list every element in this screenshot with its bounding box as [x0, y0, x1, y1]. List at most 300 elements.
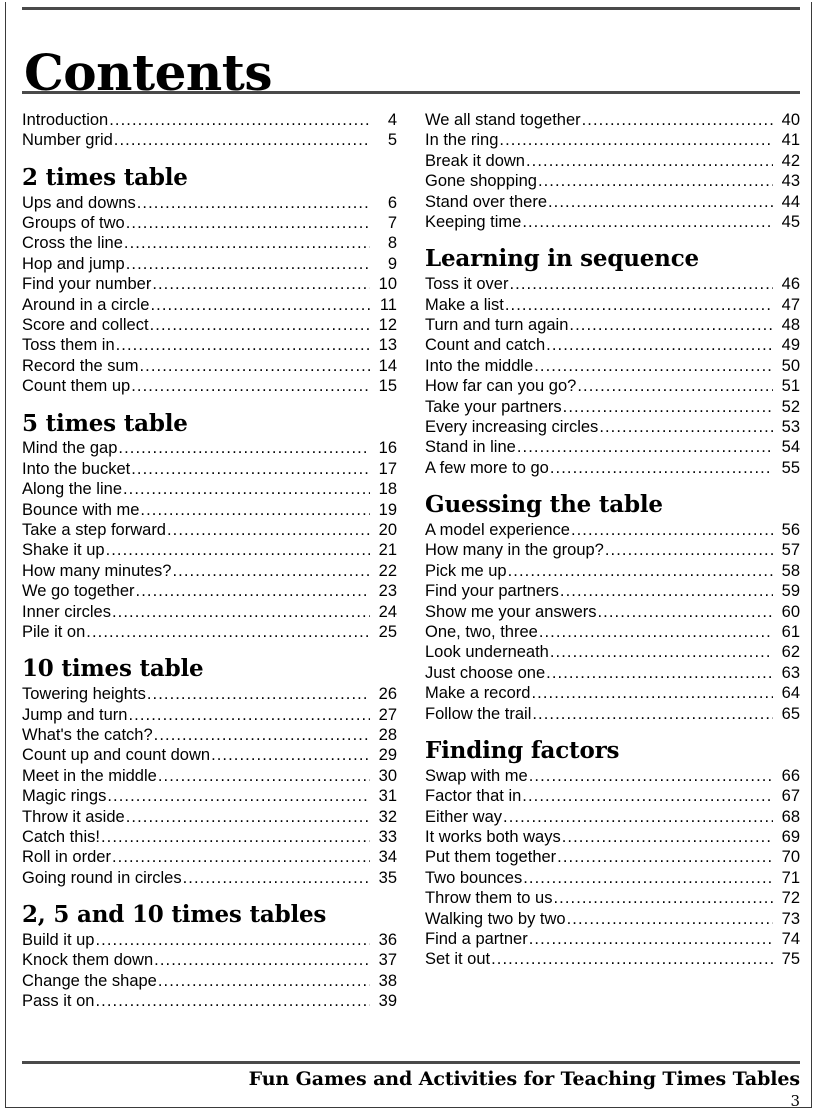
- toc-entry-page-number: 48: [781, 316, 800, 334]
- toc-entry-label: Find your partners: [425, 582, 559, 601]
- toc-entry[interactable]: [425, 766, 800, 786]
- toc-entry-label: Shake it up: [22, 541, 105, 560]
- toc-entry-page-number: 23: [378, 582, 397, 601]
- section-heading: Learning in sequence: [425, 245, 699, 273]
- toc-entry-page-number: 75: [781, 950, 800, 969]
- toc-entry-label: Toss them in: [22, 336, 115, 355]
- toc-entry-label: In the ring: [425, 131, 499, 150]
- toc-entry-label: Change the shape: [22, 971, 157, 990]
- toc-entry-page-number: 59: [781, 582, 800, 601]
- toc-entry-page-number: 10: [378, 275, 397, 294]
- toc-dot-leader: [128, 705, 370, 722]
- toc-entry-label: Pile it on: [22, 623, 86, 642]
- toc-entry-label: Two bounces: [425, 868, 523, 887]
- toc-entry-label: Knock them down: [22, 951, 154, 970]
- toc-entry[interactable]: [22, 520, 397, 540]
- toc-entry-label: Find a partner: [425, 930, 528, 949]
- toc-entry[interactable]: [425, 192, 800, 212]
- toc-entry-label: Throw it aside: [22, 807, 125, 826]
- toc-entry-page-number: 11: [379, 295, 397, 314]
- toc-entry-label: Turn and turn again: [425, 316, 569, 334]
- toc-dot-leader: [526, 151, 773, 168]
- toc-dot-leader: [550, 642, 773, 659]
- right-column: [425, 110, 800, 1012]
- toc-entry-label: Make a record: [425, 684, 531, 703]
- toc-entry[interactable]: [22, 254, 397, 274]
- toc-entry[interactable]: [425, 642, 800, 662]
- toc-entry[interactable]: [425, 397, 800, 417]
- toc-entry-page-number: 21: [378, 541, 397, 560]
- toc-entry[interactable]: [425, 540, 800, 560]
- toc-entry[interactable]: [22, 561, 397, 581]
- toc-entry[interactable]: [425, 663, 800, 683]
- toc-entry[interactable]: [22, 705, 397, 725]
- toc-list: [425, 520, 800, 724]
- toc-section: [425, 246, 800, 478]
- toc-entry-page-number: 26: [378, 685, 397, 704]
- toc-entry[interactable]: [22, 110, 397, 130]
- toc-entry[interactable]: [425, 130, 800, 150]
- toc-section: [425, 110, 800, 232]
- toc-entry-label: Catch this!: [22, 828, 100, 847]
- toc-entry-page-number: 27: [378, 705, 397, 724]
- toc-entry-label: Show me your answers: [425, 602, 597, 621]
- toc-entry[interactable]: [22, 807, 397, 827]
- toc-dot-leader: [499, 130, 773, 147]
- toc-entry-page-number: 34: [378, 848, 397, 867]
- toc-list: [22, 193, 397, 397]
- footer-page-number: 3: [790, 1091, 800, 1110]
- toc-list: [22, 684, 397, 888]
- page-content: [22, 0, 800, 1114]
- title-underline-rule: [22, 91, 800, 94]
- toc-entry-label: Either way: [425, 807, 503, 826]
- toc-entry[interactable]: [22, 602, 397, 622]
- toc-dot-leader: [167, 520, 370, 537]
- page-title: Contents: [24, 42, 273, 102]
- toc-entry[interactable]: [425, 929, 800, 949]
- toc-entry[interactable]: [425, 868, 800, 888]
- toc-entry[interactable]: [22, 725, 397, 745]
- toc-entry-label: Count and catch: [425, 336, 546, 355]
- toc-entry-page-number: 44: [781, 192, 800, 211]
- toc-dot-leader: [534, 356, 773, 373]
- toc-entry-page-number: 53: [781, 418, 800, 437]
- toc-entry-label: Stand in line: [425, 438, 516, 457]
- page-footer: [22, 1069, 800, 1111]
- toc-entry-label: A few more to go: [425, 458, 549, 477]
- toc-entry[interactable]: [425, 786, 800, 806]
- toc-entry[interactable]: [22, 950, 397, 970]
- toc-entry[interactable]: [22, 766, 397, 786]
- toc-dot-leader: [126, 213, 370, 230]
- toc-entry-page-number: 30: [378, 766, 397, 785]
- toc-entry-page-number: 22: [378, 561, 397, 580]
- toc-entry-page-number: 68: [781, 807, 800, 826]
- toc-entry-page-number: 15: [378, 377, 397, 396]
- toc-entry[interactable]: [425, 683, 800, 703]
- section-heading: Guessing the table: [425, 491, 663, 519]
- toc-entry[interactable]: [425, 561, 800, 581]
- toc-list: [22, 438, 397, 642]
- section-heading: 2, 5 and 10 times tables: [22, 901, 327, 929]
- toc-entry-label: Throw them to us: [425, 889, 553, 908]
- toc-dot-leader: [154, 950, 370, 967]
- toc-dot-leader: [124, 233, 370, 250]
- toc-dot-leader: [522, 786, 773, 803]
- toc-entry[interactable]: [425, 356, 800, 376]
- toc-dot-leader: [550, 458, 773, 475]
- toc-entry-label: Along the line: [22, 480, 122, 499]
- toc-entry[interactable]: [425, 335, 800, 355]
- toc-dot-leader: [509, 274, 773, 291]
- toc-entry-label: Make a list: [425, 295, 504, 314]
- toc-dot-leader: [531, 683, 773, 700]
- toc-dot-leader: [95, 930, 370, 947]
- toc-dot-leader: [560, 581, 773, 598]
- toc-entry[interactable]: [22, 193, 397, 213]
- toc-entry-label: Bounce with me: [22, 500, 140, 519]
- left-column: [22, 110, 397, 1012]
- toc-entry-page-number: 57: [781, 541, 800, 560]
- toc-entry-page-number: 36: [378, 931, 397, 949]
- toc-entry-label: How many minutes?: [22, 561, 172, 580]
- toc-entry[interactable]: [22, 438, 397, 458]
- toc-entry[interactable]: [22, 991, 397, 1011]
- toc-dot-leader: [101, 827, 370, 844]
- toc-entry-page-number: 18: [378, 480, 397, 499]
- toc-entry-label: Look underneath: [425, 643, 549, 662]
- toc-entry-label: Just choose one: [425, 663, 546, 682]
- toc-entry[interactable]: [425, 847, 800, 867]
- toc-entry-label: Ups and downs: [22, 193, 136, 212]
- toc-entry[interactable]: [22, 315, 397, 335]
- toc-entry-label: Introduction: [22, 111, 109, 129]
- toc-section: [22, 165, 397, 397]
- toc-entry-page-number: 35: [378, 868, 397, 887]
- footer-rule: [22, 1061, 800, 1064]
- toc-entry-page-number: 50: [781, 356, 800, 375]
- toc-entry-page-number: 8: [387, 234, 397, 253]
- toc-entry[interactable]: [425, 949, 800, 969]
- toc-entry[interactable]: [22, 356, 397, 376]
- toc-entry[interactable]: [425, 888, 800, 908]
- toc-entry-label: Put them together: [425, 848, 557, 867]
- toc-entry-page-number: 66: [781, 766, 800, 785]
- toc-entry[interactable]: [22, 274, 397, 294]
- toc-dot-leader: [491, 949, 773, 966]
- toc-entry[interactable]: [425, 376, 800, 396]
- toc-entry-label: Gone shopping: [425, 172, 537, 191]
- toc-entry-label: Inner circles: [22, 602, 111, 621]
- toc-entry-page-number: 72: [781, 889, 800, 908]
- toc-entry-label: Around in a circle: [22, 295, 150, 314]
- toc-entry[interactable]: [22, 684, 397, 704]
- toc-entry[interactable]: [22, 868, 397, 888]
- toc-entry-page-number: 32: [378, 807, 397, 826]
- toc-entry[interactable]: [22, 335, 397, 355]
- toc-dot-leader: [183, 868, 370, 885]
- toc-dot-leader: [107, 786, 370, 803]
- toc-entry-label: Build it up: [22, 931, 95, 949]
- toc-entry-page-number: 52: [781, 397, 800, 416]
- toc-entry[interactable]: [22, 847, 397, 867]
- toc-dot-leader: [131, 376, 370, 393]
- toc-section: [425, 492, 800, 724]
- toc-entry[interactable]: [22, 213, 397, 233]
- toc-entry[interactable]: [22, 295, 397, 315]
- toc-entry-label: Hop and jump: [22, 254, 125, 273]
- toc-dot-leader: [116, 335, 370, 352]
- toc-entry-label: Pass it on: [22, 992, 95, 1011]
- toc-entry-label: Take your partners: [425, 397, 562, 416]
- toc-dot-leader: [532, 704, 773, 721]
- toc-dot-leader: [598, 602, 774, 619]
- toc-entry[interactable]: [22, 479, 397, 499]
- toc-entry-label: Meet in the middle: [22, 766, 157, 785]
- toc-dot-leader: [553, 888, 773, 905]
- toc-dot-leader: [126, 254, 370, 271]
- toc-entry[interactable]: [425, 274, 800, 294]
- toc-entry[interactable]: [425, 295, 800, 315]
- toc-entry-label: Keeping time: [425, 213, 522, 232]
- toc-dot-leader: [150, 315, 370, 332]
- toc-entry-page-number: 6: [387, 193, 397, 212]
- toc-entry[interactable]: [425, 622, 800, 642]
- toc-entry-page-number: 69: [781, 828, 800, 847]
- toc-entry-label: How many in the group?: [425, 541, 604, 560]
- toc-dot-leader: [605, 540, 773, 557]
- toc-dot-leader: [106, 540, 370, 557]
- toc-entry-label: It works both ways: [425, 828, 561, 847]
- toc-dot-leader: [503, 807, 773, 824]
- toc-entry-page-number: 20: [378, 521, 397, 539]
- toc-dot-leader: [172, 561, 370, 578]
- toc-dot-leader: [569, 315, 773, 332]
- toc-entry-label: Swap with me: [425, 766, 528, 785]
- toc-entry-page-number: 51: [781, 377, 800, 396]
- toc-entry-label: Score and collect: [22, 316, 149, 334]
- toc-entry[interactable]: [22, 459, 397, 479]
- toc-entry-page-number: 71: [781, 868, 800, 887]
- toc-entry-page-number: 17: [378, 459, 397, 478]
- toc-section: [425, 738, 800, 970]
- toc-entry-page-number: 46: [781, 275, 800, 294]
- toc-entry-page-number: 38: [378, 971, 397, 990]
- toc-dot-leader: [139, 356, 370, 373]
- toc-entry-label: Cross the line: [22, 234, 123, 253]
- toc-entry-label: Take a step forward: [22, 521, 166, 539]
- toc-entry-page-number: 29: [378, 746, 397, 765]
- toc-entry[interactable]: [22, 376, 397, 396]
- toc-entry-page-number: 37: [378, 951, 397, 970]
- toc-entry-page-number: 40: [781, 111, 800, 129]
- toc-dot-leader: [522, 212, 773, 229]
- toc-entry[interactable]: [22, 540, 397, 560]
- toc-dot-leader: [123, 479, 370, 496]
- toc-entry-label: Pick me up: [425, 561, 507, 580]
- toc-entry-label: Mind the gap: [22, 439, 118, 458]
- toc-entry-label: Into the bucket: [22, 459, 131, 478]
- toc-entry[interactable]: [425, 581, 800, 601]
- toc-entry-page-number: 13: [378, 336, 397, 355]
- toc-dot-leader: [546, 335, 773, 352]
- toc-entry[interactable]: [22, 930, 397, 950]
- toc-entry-page-number: 14: [378, 356, 397, 375]
- toc-dot-leader: [109, 110, 370, 127]
- toc-section: [22, 110, 397, 151]
- toc-dot-leader: [137, 193, 370, 210]
- section-heading: 10 times table: [22, 655, 204, 683]
- toc-dot-leader: [538, 171, 773, 188]
- toc-entry[interactable]: [425, 458, 800, 478]
- toc-entry[interactable]: [22, 500, 397, 520]
- toc-entry-label: What's the catch?: [22, 726, 153, 744]
- section-heading: 5 times table: [22, 409, 188, 437]
- section-heading: 2 times table: [22, 163, 188, 191]
- toc-entry[interactable]: [22, 971, 397, 991]
- toc-dot-leader: [548, 192, 773, 209]
- toc-entry-label: A model experience: [425, 521, 570, 539]
- toc-dot-leader: [112, 602, 370, 619]
- toc-dot-leader: [154, 725, 370, 742]
- toc-dot-leader: [562, 827, 773, 844]
- toc-list: [22, 930, 397, 1012]
- toc-dot-leader: [140, 500, 370, 517]
- toc-dot-leader: [136, 581, 370, 598]
- toc-entry-label: Roll in order: [22, 848, 111, 867]
- toc-entry-page-number: 54: [781, 438, 800, 457]
- toc-entry-label: Count them up: [22, 377, 131, 396]
- toc-entry-label: Follow the trail: [425, 704, 532, 723]
- toc-list: [425, 274, 800, 478]
- toc-dot-leader: [546, 663, 773, 680]
- toc-dot-leader: [86, 622, 370, 639]
- toc-entry-label: Toss it over: [425, 275, 509, 294]
- toc-entry-page-number: 24: [378, 602, 397, 621]
- toc-entry-label: Every increasing circles: [425, 418, 599, 437]
- toc-entry-page-number: 47: [781, 295, 800, 314]
- toc-entry-page-number: 65: [781, 704, 800, 723]
- toc-dot-leader: [211, 745, 370, 762]
- toc-entry[interactable]: [425, 909, 800, 929]
- toc-section: [22, 902, 397, 1011]
- toc-entry[interactable]: [425, 151, 800, 171]
- toc-entry[interactable]: [425, 212, 800, 232]
- toc-dot-leader: [529, 766, 773, 783]
- toc-dot-leader: [126, 807, 370, 824]
- toc-entry[interactable]: [22, 786, 397, 806]
- toc-entry-page-number: 4: [387, 111, 397, 129]
- toc-entry-page-number: 12: [378, 316, 397, 334]
- toc-entry[interactable]: [425, 807, 800, 827]
- toc-dot-leader: [599, 417, 773, 434]
- toc-entry-page-number: 74: [781, 930, 800, 949]
- toc-entry[interactable]: [22, 745, 397, 765]
- toc-entry-label: Walking two by two: [425, 909, 566, 928]
- toc-entry-page-number: 33: [378, 828, 397, 847]
- toc-entry-page-number: 45: [781, 213, 800, 232]
- toc-dot-leader: [158, 971, 370, 988]
- toc-dot-leader: [539, 622, 773, 639]
- toc-dot-leader: [147, 684, 370, 701]
- toc-entry-page-number: 9: [387, 254, 397, 273]
- toc-entry-label: Towering heights: [22, 685, 146, 704]
- toc-entry[interactable]: [425, 437, 800, 457]
- toc-entry[interactable]: [425, 417, 800, 437]
- toc-entry[interactable]: [425, 315, 800, 335]
- toc-section: [22, 411, 397, 643]
- toc-entry-page-number: 62: [781, 643, 800, 662]
- toc-entry-page-number: 70: [781, 848, 800, 867]
- toc-section: [22, 656, 397, 888]
- toc-dot-leader: [557, 847, 773, 864]
- toc-dot-leader: [158, 766, 370, 783]
- toc-entry-label: Factor that in: [425, 787, 522, 806]
- section-heading: Finding factors: [425, 737, 620, 765]
- toc-dot-leader: [114, 130, 370, 147]
- toc-entry[interactable]: [425, 110, 800, 130]
- toc-entry-label: Stand over there: [425, 192, 547, 211]
- toc-entry-page-number: 41: [781, 131, 800, 150]
- toc-entry-page-number: 63: [781, 663, 800, 682]
- toc-list: [22, 110, 397, 151]
- toc-entry[interactable]: [22, 581, 397, 601]
- toc-entry-label: One, two, three: [425, 623, 538, 642]
- toc-entry-label: Count up and count down: [22, 746, 211, 765]
- toc-dot-leader: [582, 110, 773, 127]
- toc-dot-leader: [563, 397, 773, 414]
- toc-dot-leader: [152, 274, 370, 291]
- toc-entry[interactable]: [22, 622, 397, 642]
- toc-entry-page-number: 31: [378, 787, 397, 806]
- toc-entry[interactable]: [425, 171, 800, 191]
- toc-columns: [22, 110, 800, 1012]
- toc-entry-label: Number grid: [22, 131, 113, 150]
- toc-entry[interactable]: [425, 602, 800, 622]
- toc-entry-page-number: 43: [781, 172, 800, 191]
- toc-entry-label: Record the sum: [22, 356, 139, 375]
- toc-entry-page-number: 64: [781, 684, 800, 703]
- toc-entry[interactable]: [425, 827, 800, 847]
- toc-entry-page-number: 58: [781, 561, 800, 580]
- toc-entry-label: Going round in circles: [22, 868, 182, 887]
- toc-list: [425, 766, 800, 970]
- toc-dot-leader: [577, 376, 773, 393]
- toc-entry-page-number: 67: [781, 787, 800, 806]
- toc-entry-page-number: 5: [387, 131, 397, 150]
- toc-dot-leader: [505, 295, 773, 312]
- toc-entry-label: Groups of two: [22, 213, 125, 232]
- toc-entry[interactable]: [22, 233, 397, 253]
- toc-dot-leader: [517, 437, 773, 454]
- toc-dot-leader: [508, 561, 773, 578]
- top-rule: [22, 7, 800, 10]
- toc-entry[interactable]: [425, 704, 800, 724]
- toc-entry-page-number: 28: [378, 726, 397, 744]
- toc-entry[interactable]: [22, 130, 397, 150]
- toc-entry[interactable]: [425, 520, 800, 540]
- toc-list: [425, 110, 800, 232]
- toc-dot-leader: [571, 520, 773, 537]
- toc-entry-page-number: 7: [387, 213, 397, 232]
- toc-entry-page-number: 49: [781, 336, 800, 355]
- toc-entry-label: Set it out: [425, 950, 491, 969]
- toc-dot-leader: [131, 459, 370, 476]
- toc-entry-page-number: 55: [781, 458, 800, 477]
- toc-entry-page-number: 73: [781, 909, 800, 928]
- toc-entry[interactable]: [22, 827, 397, 847]
